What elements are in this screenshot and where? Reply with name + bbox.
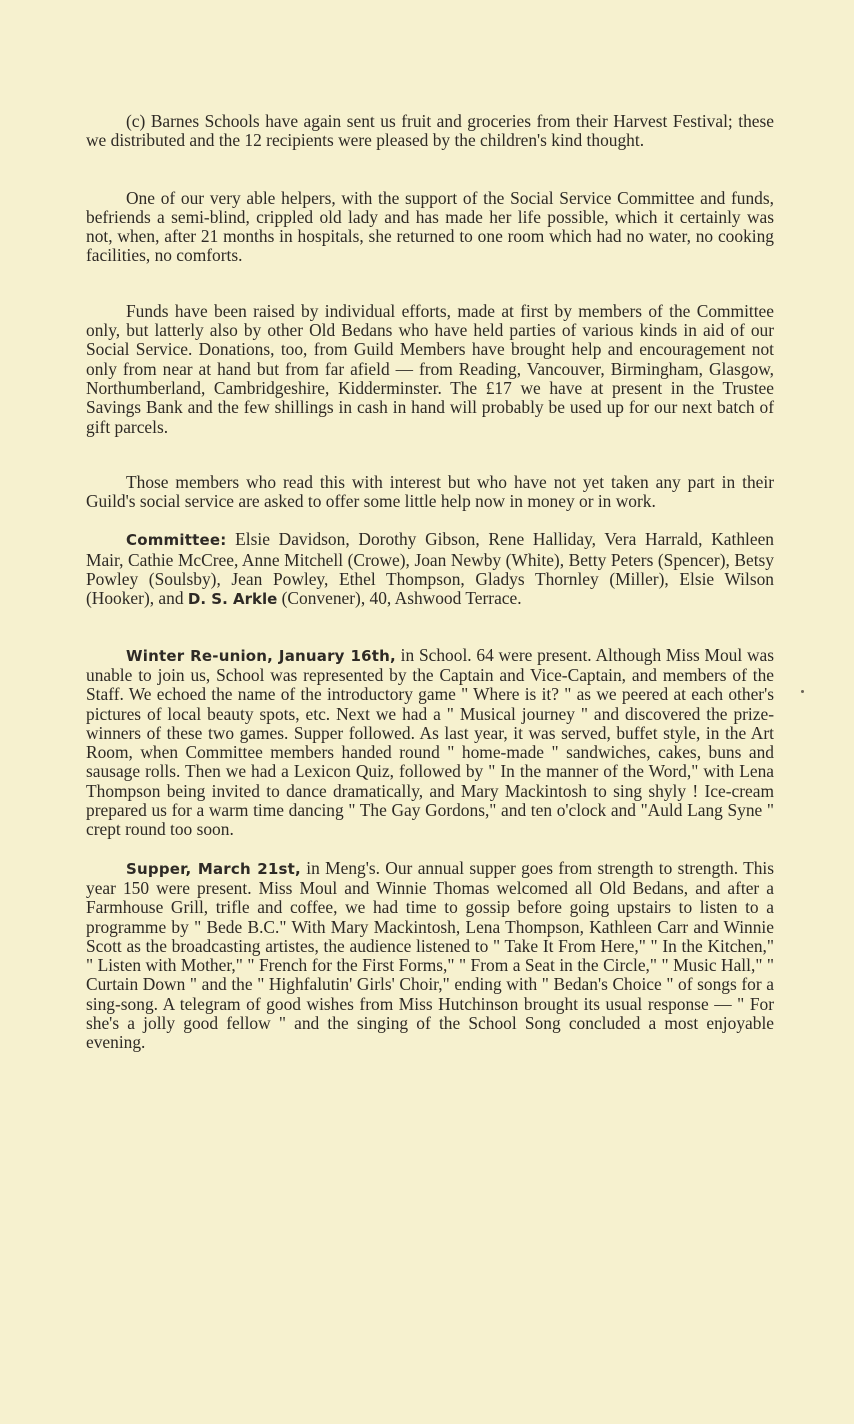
supper-heading: Supper, March 21st, [126, 859, 301, 878]
paper-speck [801, 690, 804, 693]
barnes-paragraph: (c) Barnes Schools have again sent us fruit and groceries from their Harvest Festival; these we distributed and the 12 recipients were pleased by the children's kind thought. [86, 111, 774, 151]
funds-paragraph: Funds have been raised by individual efforts, made at first by members of the Committee only, but latterly also by other Old Bedans who have held parties of various kinds in aid of our Social Service. Donations, too, from Guild Members have brought help and encouragement not only from near at hand but from far afield — from Reading, Vancouver, Birmingham, Glasgow, Northumberland, Cambridgeshire, Kidderminster. The £17 we have at present in the Trustee Savings Bank and the few shillings in cash in hand will probably be used up for our next batch of gift parcels. [86, 300, 774, 437]
supper-body: in Meng's. Our annual supper goes from strength to strength. This year 150 were present. Miss Moul and Winnie Thomas welcomed all Old Bedans, and after a Farmhouse Grill, trifle and coffee, we had time to gossip before going upstairs to listen to a programme by " Bede B.C." With Mary Mackintosh, Lena Thompson, Kathleen Carr and Winnie Scott as the broadcasting artistes, the audience listened to " Take It From Here," " In the Kitchen," " Listen with Mother," " French for the First Forms," " From a Seat in the Circle," " Music Hall," " Curtain Down " and the " Highfalutin' Girls' Choir," ending with " Bedan's Choice " of songs for a sing-song. A telegram of good wishes from Miss Hutchinson brought its usual response — " For she's a jolly good fellow " and the singing of the School Song concluded a most enjoyable evening. [86, 857, 774, 1053]
reunion-body: in School. 64 were present. Although Miss Moul was unable to join us, School was represented by the Captain and Vice-Captain, and members of the Staff. We echoed the name of the introductory game " Where is it? " as we peered at each other's pictures of local beauty spots, etc. Next we had a " Musical journey " and discovered the prize-winners of these two games. Supper followed. As last year, it was served, buffet style, in the Art Room, when Committee members handed round " home-made " sandwiches, cakes, buns and sausage rolls. Then we had a Lexicon Quiz, followed by " In the manner of the Word," with Lena Thompson being invited to dance dramatically, and Mary Mackintosh to sing shyly ! Ice-cream prepared us for a warm time dancing " The Gay Gordons," and ten o'clock and "Auld Lang Syne " crept round too soon. [86, 644, 774, 840]
members-paragraph: Those members who read this with interest but who have not yet taken any part in their Guild's social service are asked to offer some little help now in money or in work. [86, 471, 774, 512]
reunion-heading: Winter Re-union, January 16th, [126, 646, 396, 665]
committee-paragraph [86, 530, 774, 609]
committee-names: Elsie Davidson, Dorothy Gibson, Rene Halliday, Vera Harrald, Kathleen Mair, Cathie McCree, Anne Mitchell (Crowe), Joan Newby (White), Betty Peters (Spencer), Betsy Powley (Soulsby), Jean Powley, Ethel Thompson, Gladys Thornley (Miller), Elsie Wilson (Hooker), and [86, 529, 774, 609]
document-page [86, 112, 774, 1053]
helper-paragraph: One of our very able helpers, with the support of the Social Service Committee and funds, befriends a semi-blind, crippled old lady and has made her life possible, which it certainly was not, when, after 21 months in hospitals, she returned to one room which had no water, no cooking facilities, no comforts. [86, 187, 774, 266]
convener-name: D. S. Arkle [187, 590, 278, 609]
convener-address: (Convener), 40, Ashwood Terrace. [277, 588, 522, 609]
committee-heading: Committee: [126, 531, 227, 550]
reunion-paragraph [86, 646, 774, 840]
supper-paragraph [86, 859, 774, 1053]
